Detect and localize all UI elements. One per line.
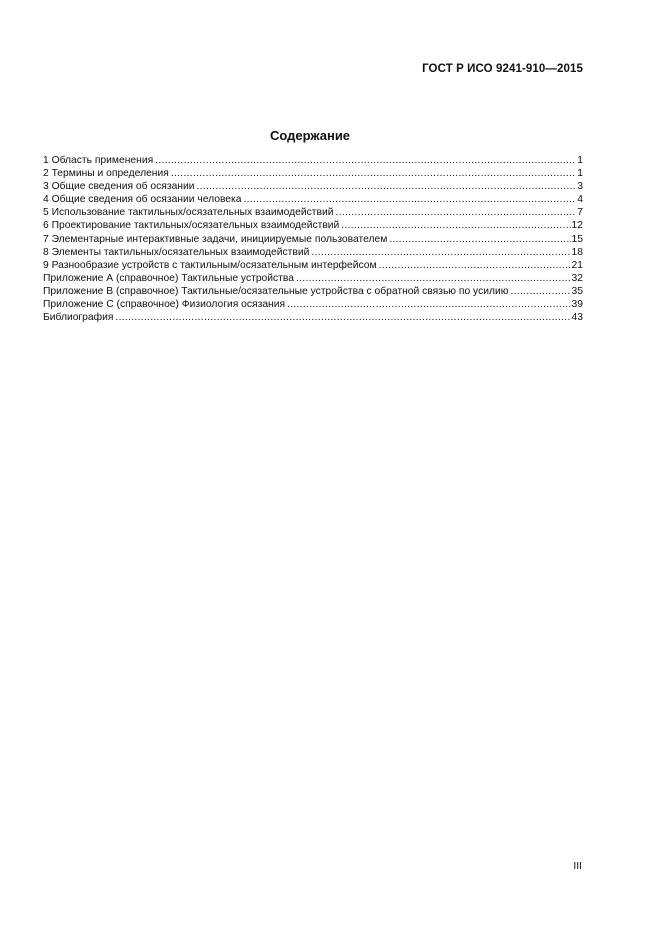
toc-entry-page: 18 xyxy=(571,246,583,258)
toc-leader-dots xyxy=(510,285,570,298)
toc-entry-text: Приложение С (справочное) Физиология осязания xyxy=(43,299,286,311)
toc-leader-dots xyxy=(379,259,571,272)
toc-entry-text: 3 Общие сведения об осязании xyxy=(43,181,195,193)
toc-leader-dots xyxy=(171,167,576,180)
toc-entry-text: Библиография xyxy=(43,312,114,324)
toc-leader-dots xyxy=(336,206,577,219)
toc-entry-page: 7 xyxy=(577,207,583,219)
toc-entry-page: 43 xyxy=(571,312,583,324)
toc-leader-dots xyxy=(389,233,570,246)
toc-entry-page: 3 xyxy=(577,181,583,193)
toc-leader-dots xyxy=(244,193,577,206)
toc-leader-dots xyxy=(115,311,570,324)
toc-entry-2-terms[interactable] xyxy=(43,167,583,180)
toc-entry-7-elementary-tasks[interactable] xyxy=(43,233,583,246)
toc-leader-dots xyxy=(155,154,576,167)
toc-entry-text: 5 Использование тактильных/осязательных взаимодействий xyxy=(43,207,334,219)
toc-leader-dots xyxy=(311,246,570,259)
toc-entry-text: 2 Термины и определения xyxy=(43,168,169,180)
toc-entry-6-designing-interactions[interactable] xyxy=(43,219,583,232)
table-of-contents xyxy=(43,154,583,324)
toc-entry-text: 7 Элементарные интерактивные задачи, инициируемые пользователем xyxy=(43,233,388,245)
toc-entry-annex-b[interactable] xyxy=(43,285,583,298)
toc-entry-8-interaction-elements[interactable] xyxy=(43,246,583,259)
toc-entry-text: 1 Область применения xyxy=(43,155,154,166)
toc-entry-1-scope[interactable] xyxy=(43,154,583,167)
toc-entry-text: 6 Проектирование тактильных/осязательных взаимодействий xyxy=(43,220,340,232)
toc-entry-bibliography[interactable] xyxy=(43,311,583,324)
toc-entry-page: 15 xyxy=(571,233,583,245)
toc-entry-text: Приложение В (справочное) Тактильные/осязательные устройства с обратной связью по усилию xyxy=(43,285,509,297)
toc-leader-dots xyxy=(341,219,570,232)
toc-entry-text: Приложение А (справочное) Тактильные устройства xyxy=(43,272,294,284)
toc-entry-annex-a[interactable] xyxy=(43,272,583,285)
toc-entry-text: 8 Элементы тактильных/осязательных взаимодействий xyxy=(43,246,310,258)
toc-entry-annex-c[interactable] xyxy=(43,298,583,311)
toc-entry-page: 12 xyxy=(571,220,583,232)
toc-entry-page: 1 xyxy=(577,155,583,166)
toc-entry-4-human-haptics[interactable] xyxy=(43,193,583,206)
toc-entry-3-haptics-overview[interactable] xyxy=(43,180,583,193)
toc-entry-page: 39 xyxy=(571,299,583,311)
document-code: ГОСТ Р ИСО 9241-910—2015 xyxy=(422,63,583,75)
toc-entry-text: 4 Общие сведения об осязании человека xyxy=(43,194,242,206)
toc-entry-page: 21 xyxy=(571,259,583,271)
toc-entry-page: 1 xyxy=(577,168,583,180)
page-number: III xyxy=(573,861,582,872)
toc-leader-dots xyxy=(197,180,577,193)
toc-entry-page: 35 xyxy=(571,285,583,297)
toc-entry-9-device-variety[interactable] xyxy=(43,259,583,272)
toc-entry-page: 32 xyxy=(571,272,583,284)
toc-leader-dots xyxy=(287,298,570,311)
toc-title: Содержание xyxy=(269,128,351,143)
toc-leader-dots xyxy=(296,272,571,285)
toc-entry-5-using-interactions[interactable] xyxy=(43,206,583,219)
toc-entry-text: 9 Разнообразие устройств с тактильным/осязательным интерфейсом xyxy=(43,259,377,271)
toc-entry-page: 4 xyxy=(577,194,583,206)
